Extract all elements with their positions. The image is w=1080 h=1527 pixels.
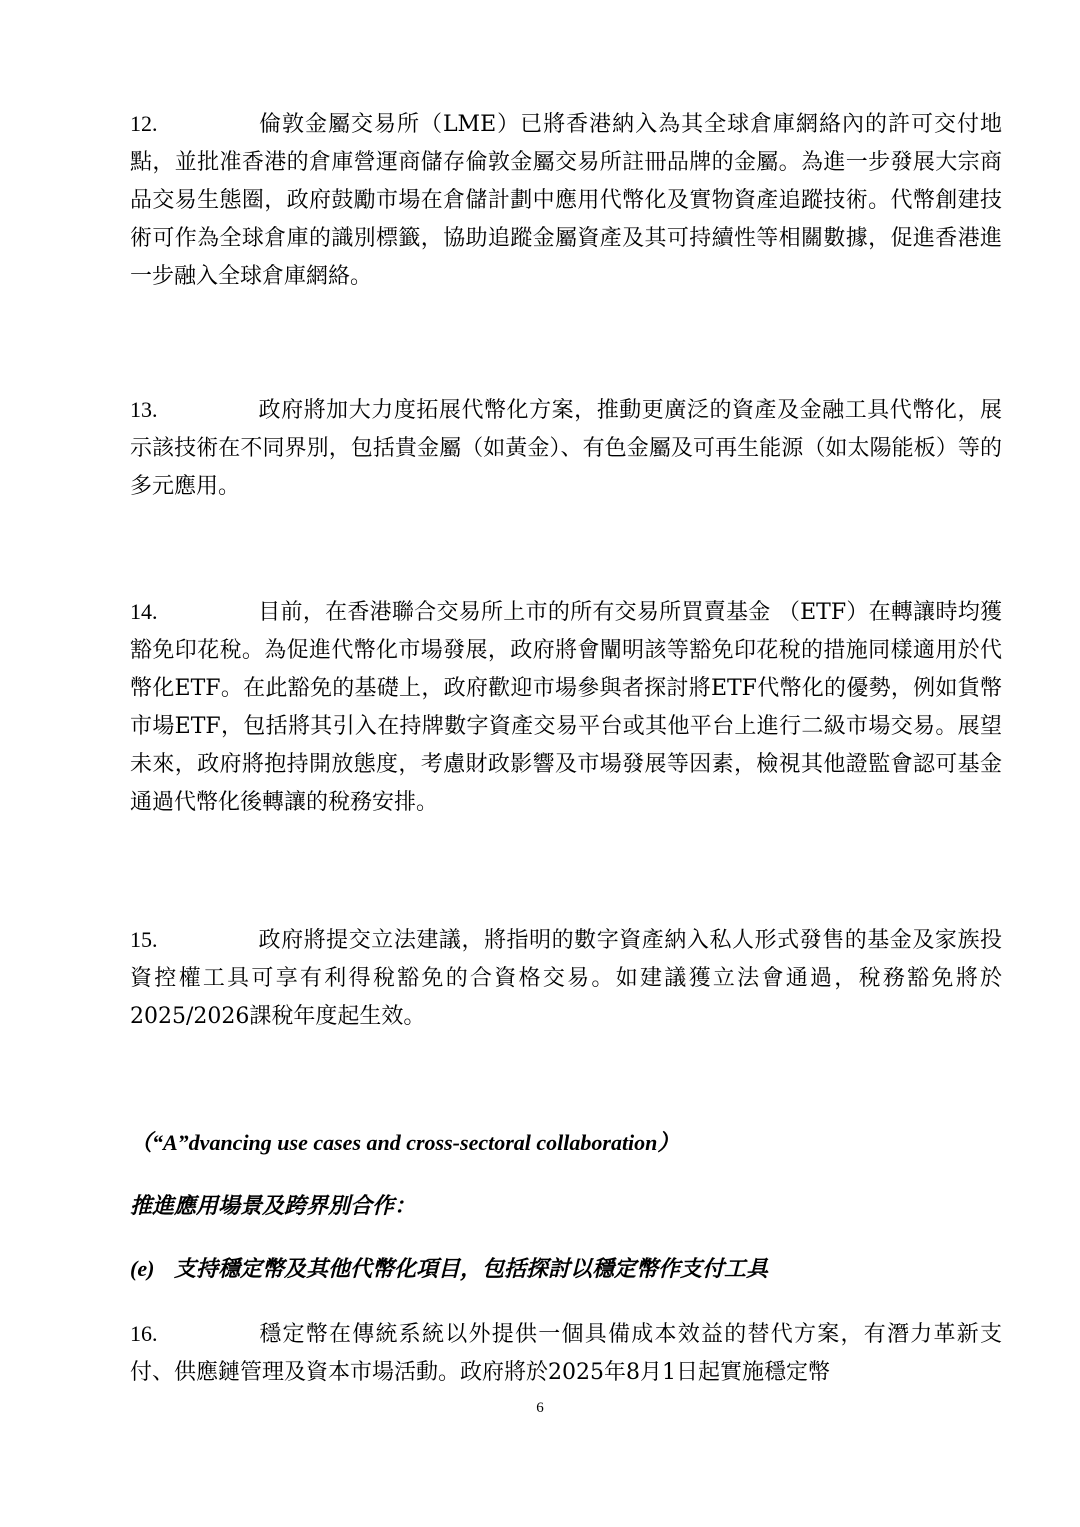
paragraph-13: [130, 391, 1002, 506]
paragraph-text: 政府將加大力度拓展代幣化方案，推動更廣泛的資產及金融工具代幣化，展示該技術在不同界別，包括貴金屬（如黃金）、有色金屬及可再生能源（如太陽能板）等的多元應用。: [130, 398, 1002, 499]
paragraph-12: [130, 105, 1002, 296]
paragraph-number: 14.: [130, 599, 158, 624]
paragraph-16: [130, 1315, 1002, 1392]
subsection-label: (e): [130, 1256, 155, 1281]
paragraph-15: [130, 921, 1002, 1036]
paragraph-text: 目前，在香港聯合交易所上市的所有交易所買賣基金 （ETF）在轉讓時均獲豁免印花稅。為促進代幣化市場發展，政府將會闡明該等豁免印花稅的措施同樣適用於代幣化ETF。在此豁免的基礎上，政府歡迎市場參與者探討將ETF代幣化的優勢，例如貨幣市場ETF，包括將其引入在持牌數字資產交易平台或其他平台上進行二級市場交易。展望未來，政府將抱持開放態度，考慮財政影響及市場發展等因素，檢視其他證監會認可基金通過代幣化後轉讓的稅務安排。: [130, 600, 1002, 815]
paragraph-number: 16.: [130, 1321, 158, 1346]
section-heading-chinese: 推進應用場景及跨界別合作：: [130, 1193, 417, 1219]
paragraph-number: 13.: [130, 397, 158, 422]
subsection-heading: [130, 1254, 768, 1284]
page-number: 6: [536, 1400, 544, 1416]
paragraph-number: 12.: [130, 111, 158, 136]
paragraph-text: 穩定幣在傳統系統以外提供一個具備成本效益的替代方案，有潛力革新支付、供應鏈管理及資本市場活動。政府將於2025年8月1日起實施穩定幣: [130, 1322, 1002, 1385]
paragraph-number: 15.: [130, 927, 158, 952]
paragraph-text: 倫敦金屬交易所（LME）已將香港納入為其全球倉庫網絡內的許可交付地點，並批准香港的倉庫營運商儲存倫敦金屬交易所註冊品牌的金屬。為進一步發展大宗商品交易生態圈，政府鼓勵市場在倉儲計劃中應用代幣化及實物資產追蹤技術。代幣創建技術可作為全球倉庫的識別標籤，協助追蹤金屬資產及其可持續性等相關數據，促進香港進一步融入全球倉庫網絡。: [130, 112, 1002, 289]
paragraph-text: 政府將提交立法建議，將指明的數字資產納入私人形式發售的基金及家族投資控權工具可享有利得稅豁免的合資格交易。如建議獲立法會通過，稅務豁免將於2025/2026課稅年度起生效。: [130, 928, 1002, 1029]
section-heading-english: （“A”dvancing use cases and cross-sectoral collaboration）: [130, 1130, 680, 1155]
paragraph-14: [130, 593, 1002, 822]
subsection-title: 支持穩定幣及其他代幣化項目，包括探討以穩定幣作支付工具: [174, 1256, 769, 1282]
